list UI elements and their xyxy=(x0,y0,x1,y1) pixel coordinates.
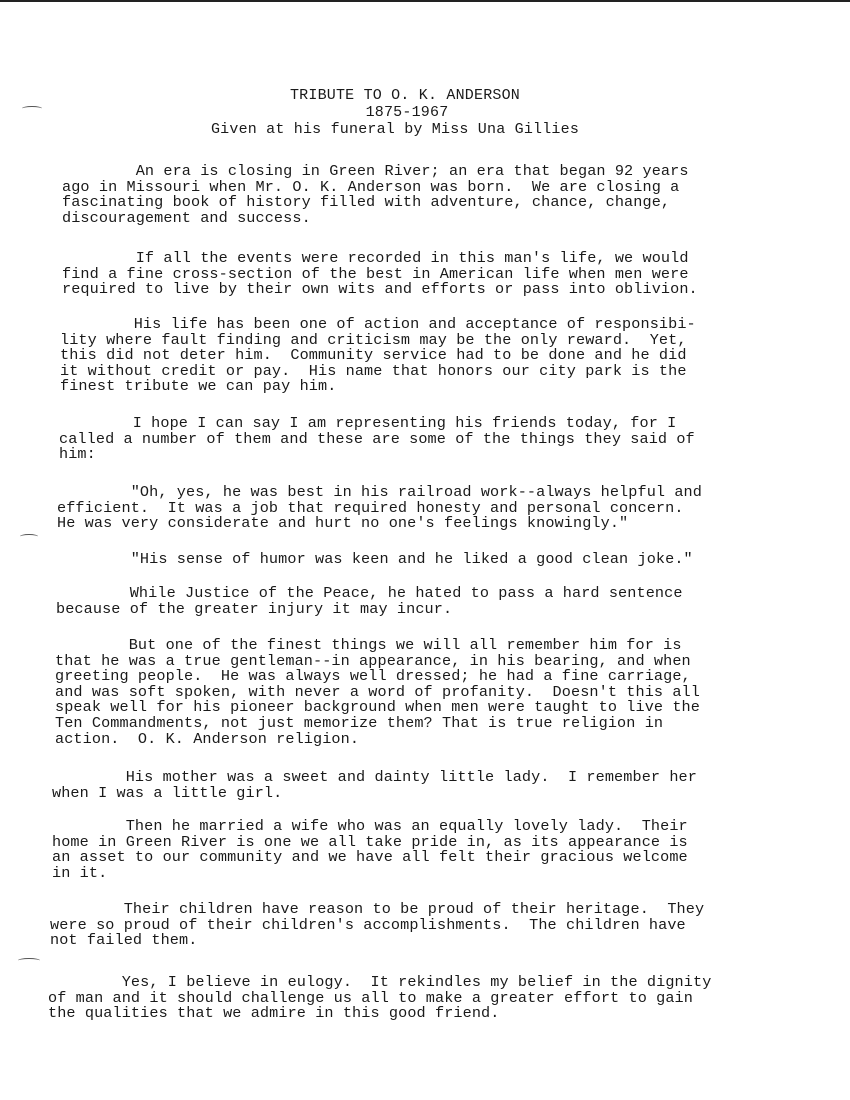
paragraph-line: finest tribute we can pay him. xyxy=(60,377,337,396)
paragraph-line: While Justice of the Peace, he hated to pass a hard sentence xyxy=(56,584,683,602)
paragraph xyxy=(52,819,688,881)
paragraph-line: were so proud of their children's accomplishments. The children have xyxy=(50,915,686,934)
paragraph-line: He was very considerate and hurt no one's feelings knowingly." xyxy=(57,514,629,533)
paragraph-line: Their children have reason to be proud of their heritage. They xyxy=(50,900,705,918)
paragraph-line: greeting people. He was always well dressed; he had a fine carriage, xyxy=(55,667,691,686)
paragraph-line: fascinating book of history filled with adventure, chance, change, xyxy=(62,193,671,212)
document-subtitle: Given at his funeral by Miss Una Gillies xyxy=(210,121,580,138)
paragraph xyxy=(62,251,698,298)
paragraph-line: "His sense of humor was keen and he liked a good clean joke." xyxy=(57,550,693,568)
paragraph xyxy=(52,770,697,801)
paragraph xyxy=(60,317,696,395)
top-edge-rule xyxy=(0,0,850,2)
margin-mark xyxy=(18,958,40,963)
paragraph-line: find a fine cross-section of the best in American life when men were xyxy=(62,264,689,283)
paragraph-line: this did not deter him. Community service had to be done and he did xyxy=(60,346,687,365)
paragraph-line: an asset to our community and we have all felt their gracious welcome xyxy=(52,848,688,867)
paragraph-line: of man and it should challenge us all to make a greater effort to gain xyxy=(48,988,693,1007)
paragraph xyxy=(50,902,704,949)
paragraph-line: action. O. K. Anderson religion. xyxy=(55,729,360,748)
paragraph xyxy=(56,586,683,617)
paragraph-line: But one of the finest things we will all remember him for is xyxy=(55,636,682,654)
paragraph-line: him: xyxy=(59,445,96,464)
paragraph-line: in it. xyxy=(52,863,108,882)
paragraph-line: I hope I can say I am representing his friends today, for I xyxy=(59,414,677,432)
paragraph xyxy=(62,164,689,226)
paragraph-line: it without credit or pay. His name that honors our city park is the xyxy=(60,361,687,380)
paragraph xyxy=(55,638,700,747)
paragraph-line: called a number of them and these are some of the things they said of xyxy=(59,429,695,448)
paragraph-line: because of the greater injury it may incur. xyxy=(56,599,453,618)
paragraph-line: "Oh, yes, he was best in his railroad work--always helpful and xyxy=(57,483,702,501)
paragraph-line: ago in Missouri when Mr. O. K. Anderson was born. We are closing a xyxy=(62,177,680,196)
paragraph-line: when I was a little girl. xyxy=(52,783,283,802)
paragraph-line: If all the events were recorded in this man's life, we would xyxy=(62,249,689,267)
paragraph xyxy=(59,416,695,463)
paragraph xyxy=(48,975,711,1022)
paragraph-line: efficient. It was a job that required honesty and personal concern. xyxy=(57,498,684,517)
paragraph-line: not failed them. xyxy=(50,931,198,950)
paragraph-line: the qualities that we admire in this good friend. xyxy=(48,1004,500,1023)
paragraph-line: An era is closing in Green River; an era that began 92 years xyxy=(62,162,689,180)
document-years: 1875-1967 xyxy=(365,104,449,121)
paragraph-line: His mother was a sweet and dainty little lady. I remember her xyxy=(52,768,697,786)
paragraph xyxy=(57,485,702,532)
paragraph-line: Ten Commandments, not just memorize them? That is true religion in xyxy=(55,713,664,732)
paragraph-line: and was soft spoken, with never a word of profanity. Doesn't this all xyxy=(55,682,700,701)
paragraph-line: discouragement and success. xyxy=(62,208,311,227)
document-title: TRIBUTE TO O. K. ANDERSON xyxy=(289,87,521,104)
margin-mark xyxy=(20,534,38,539)
paragraph-line: Yes, I believe in eulogy. It rekindles my belief in the dignity xyxy=(48,973,712,991)
paragraph xyxy=(57,552,693,568)
paragraph-line: speak well for his pioneer background when men were taught to live the xyxy=(55,698,700,717)
paragraph-line: lity where fault finding and criticism may be the only reward. Yet, xyxy=(60,330,687,349)
paragraph-line: Then he married a wife who was an equally lovely lady. Their xyxy=(52,817,688,835)
paragraph-line: required to live by their own wits and efforts or pass into oblivion. xyxy=(62,280,698,299)
paragraph-line: home in Green River is one we all take pride in, as its appearance is xyxy=(52,832,688,851)
paragraph-line: that he was a true gentleman--in appearance, in his bearing, and when xyxy=(55,651,691,670)
paragraph-line: His life has been one of action and acceptance of responsibi- xyxy=(60,315,696,333)
